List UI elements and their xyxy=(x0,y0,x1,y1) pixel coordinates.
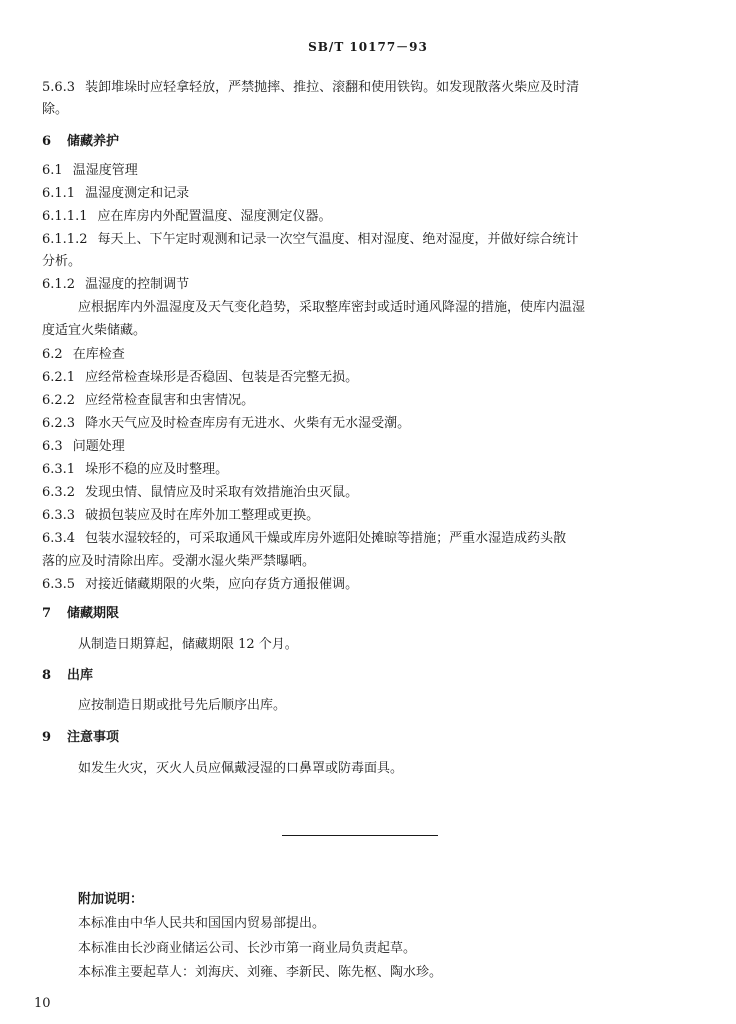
section-9-body: 如发生火灾，灭火人员应佩戴浸湿的口鼻罩或防毒面具。 xyxy=(78,761,404,776)
clause-text: 对接近储藏期限的火柴，应向存货方通报催调。 xyxy=(85,577,359,592)
clause-title: 问题处理 xyxy=(72,439,125,454)
clause-title: 温湿度管理 xyxy=(72,163,138,178)
clause-6-3-2 xyxy=(42,484,358,502)
clause-text: 包装水湿较轻的，可采取通风干燥或库房外遮阳处摊晾等措施；严重水湿造成药头散 xyxy=(85,531,567,546)
clause-6-1-2 xyxy=(42,276,189,294)
clause-6-3-1 xyxy=(42,461,228,479)
section-8-body: 应按制造日期或批号先后顺序出库。 xyxy=(78,698,287,713)
clause-number: 6.2 xyxy=(42,347,63,362)
additional-notes-line: 本标准由中华人民共和国国内贸易部提出。 xyxy=(78,916,326,931)
clause-text: 每天上、下午定时观测和记录一次空气温度、相对湿度、绝对湿度，并做好综合统计 xyxy=(97,232,579,247)
clause-5-6-3 xyxy=(42,79,579,97)
end-of-standard-rule xyxy=(282,835,438,836)
clause-6-3 xyxy=(42,438,125,456)
additional-notes-line: 本标准主要起草人：刘海庆、刘雍、李新民、陈先枢、陶水珍。 xyxy=(78,965,443,980)
section-heading-8 xyxy=(42,667,93,685)
section-number: 6 xyxy=(42,134,52,149)
clause-6-2 xyxy=(42,346,125,364)
clause-6-1-2-body: 应根据库内外温湿度及天气变化趋势，采取整库密封或适时通风降湿的措施，使库内温湿 xyxy=(78,300,586,315)
clause-text: 垛形不稳的应及时整理。 xyxy=(85,462,229,477)
clause-title: 温湿度的控制调节 xyxy=(85,277,190,292)
clause-text: 应在库房内外配置温度、湿度测定仪器。 xyxy=(97,209,332,224)
clause-number: 5.6.3 xyxy=(42,80,76,95)
clause-text: 装卸堆垛时应轻拿轻放，严禁抛摔、推拉、滚翻和使用铁钩。如发现散落火柴应及时清 xyxy=(85,80,580,95)
clause-number: 6.1.1 xyxy=(42,186,76,201)
clause-text: 应经常检查垛形是否稳固、包装是否完整无损。 xyxy=(85,370,359,385)
clause-5-6-3-continued: 除。 xyxy=(42,102,69,117)
clause-6-2-2 xyxy=(42,392,254,410)
clause-6-3-4 xyxy=(42,530,566,548)
section-number: 9 xyxy=(42,730,52,745)
clause-6-1 xyxy=(42,162,138,180)
clause-6-1-1-1 xyxy=(42,208,332,226)
section-7-body: 从制造日期算起，储藏期限 12 个月。 xyxy=(78,637,298,652)
clause-6-1-2-body-continued: 度适宜火柴储藏。 xyxy=(42,323,147,338)
page-number: 10 xyxy=(34,996,51,1011)
section-heading-6 xyxy=(42,133,119,151)
clause-number: 6.1.1.1 xyxy=(42,209,88,224)
section-title: 注意事项 xyxy=(67,730,120,745)
clause-number: 6.2.3 xyxy=(42,416,76,431)
clause-number: 6.3.5 xyxy=(42,577,76,592)
clause-number: 6.1 xyxy=(42,163,63,178)
clause-6-2-3 xyxy=(42,415,410,433)
clause-title: 温湿度测定和记录 xyxy=(85,186,190,201)
section-number: 7 xyxy=(42,606,52,621)
section-number: 8 xyxy=(42,668,52,683)
clause-number: 6.3.2 xyxy=(42,485,76,500)
additional-notes-title: 附加说明： xyxy=(78,892,144,907)
section-heading-9 xyxy=(42,729,119,747)
clause-text: 破损包装应及时在库外加工整理或更换。 xyxy=(85,508,320,523)
clause-number: 6.1.1.2 xyxy=(42,232,88,247)
clause-number: 6.2.2 xyxy=(42,393,76,408)
clause-number: 6.3.3 xyxy=(42,508,76,523)
clause-number: 6.3.4 xyxy=(42,531,76,546)
clause-text: 发现虫情、鼠情应及时采取有效措施治虫灭鼠。 xyxy=(85,485,359,500)
clause-number: 6.1.2 xyxy=(42,277,76,292)
section-heading-7 xyxy=(42,605,119,623)
clause-number: 6.3 xyxy=(42,439,63,454)
clause-6-2-1 xyxy=(42,369,358,387)
section-title: 出库 xyxy=(67,668,94,683)
clause-6-3-5 xyxy=(42,576,358,594)
clause-6-1-1-2-continued: 分析。 xyxy=(42,254,82,269)
clause-text: 降水天气应及时检查库房有无进水、火柴有无水湿受潮。 xyxy=(85,416,411,431)
clause-6-3-4-continued: 落的应及时清除出库。受潮水湿火柴严禁曝晒。 xyxy=(42,554,316,569)
clause-title: 在库检查 xyxy=(72,347,125,362)
section-title: 储藏期限 xyxy=(67,606,120,621)
clause-6-3-3 xyxy=(42,507,319,525)
clause-number: 6.3.1 xyxy=(42,462,76,477)
clause-number: 6.2.1 xyxy=(42,370,76,385)
additional-notes-line: 本标准由长沙商业储运公司、长沙市第一商业局负责起草。 xyxy=(78,941,417,956)
clause-6-1-1-2 xyxy=(42,231,579,249)
clause-6-1-1 xyxy=(42,185,189,203)
page-header-standard-code: SB/T 10177－93 xyxy=(308,40,428,54)
clause-text: 应经常检查鼠害和虫害情况。 xyxy=(85,393,255,408)
section-title: 储藏养护 xyxy=(67,134,120,149)
